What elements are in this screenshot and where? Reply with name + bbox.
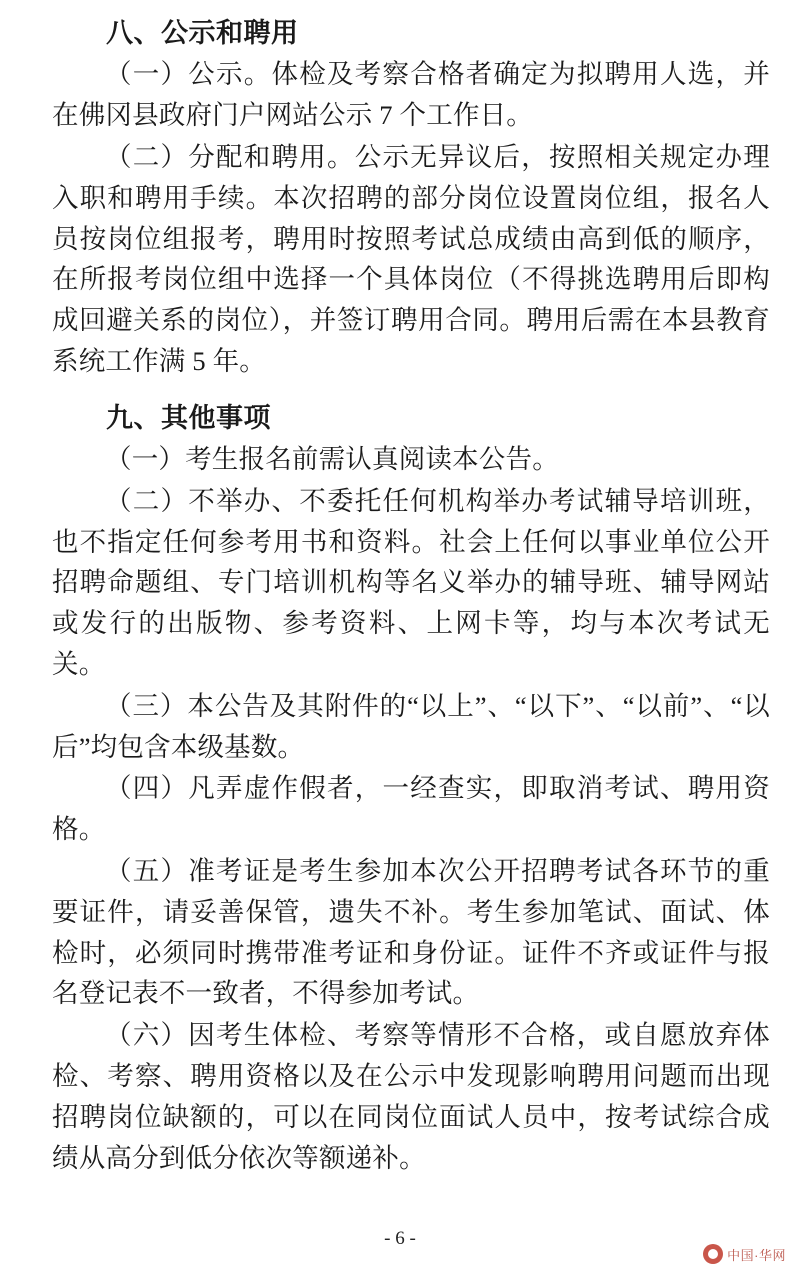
section-9-paragraph-3: （三）本公告及其附件的“以上”、“以下”、“以前”、“以后”均包含本级基数。 [52, 690, 770, 762]
page-number: - 6 - [384, 1228, 416, 1249]
section-9-paragraph-4: （四）凡弄虚作假者，一经查实，即取消考试、聘用资格。 [52, 773, 770, 845]
watermark-logo-icon [703, 1244, 723, 1264]
section-heading-8: 八、公示和聘用 [106, 18, 299, 48]
section-heading-9: 九、其他事项 [106, 402, 271, 433]
section-9-paragraph-2: （二）不举办、不委托任何机构举办考试辅导培训班，也不指定任何参考用书和资料。社会上任何以事业单位公开招聘命题组、专门培训机构等名义举办的辅导班、辅导网站或发行的出版物、参考资料、上网卡等，均与本次考试无关。 [52, 485, 770, 680]
section-8-paragraph-1: （一）公示。体检及考察合格者确定为拟聘用人选，并在佛冈县政府门户网站公示 7 个工作日。 [52, 59, 770, 131]
section-8-paragraph-2: （二）分配和聘用。公示无异议后，按照相关规定办理入职和聘用手续。本次招聘的部分岗位设置岗位组，报名人员按岗位组报考，聘用时按照考试总成绩由高到低的顺序，在所报考岗位组中选择一个具体岗位（不得挑选聘用后即构成回避关系的岗位），并签订聘用合同。聘用后需在本县教育系统工作满 5 年。 [52, 141, 770, 376]
section-spacer [52, 383, 770, 393]
watermark-label: 中国·华网 [727, 1247, 786, 1263]
section-9-paragraph-6: （六）因考生体检、考察等情形不合格，或自愿放弃体检、考察、聘用资格以及在公示中发现影响聘用问题而出现招聘岗位缺额的，可以在同岗位面试人员中，按考试综合成绩从高分到低分依次等额递补。 [52, 1020, 770, 1173]
section-9-paragraph-1: （一）考生报名前需认真阅读本公告。 [105, 444, 559, 475]
site-watermark [703, 1244, 786, 1264]
section-9-paragraph-5: （五）准考证是考生参加本次公开招聘考试各环节的重要证件，请妥善保管，遗失不补。考生参加笔试、面试、体检时，必须同时携带准考证和身份证。证件不齐或证件与报名登记表不一致者，不得参加考试。 [52, 856, 770, 1009]
